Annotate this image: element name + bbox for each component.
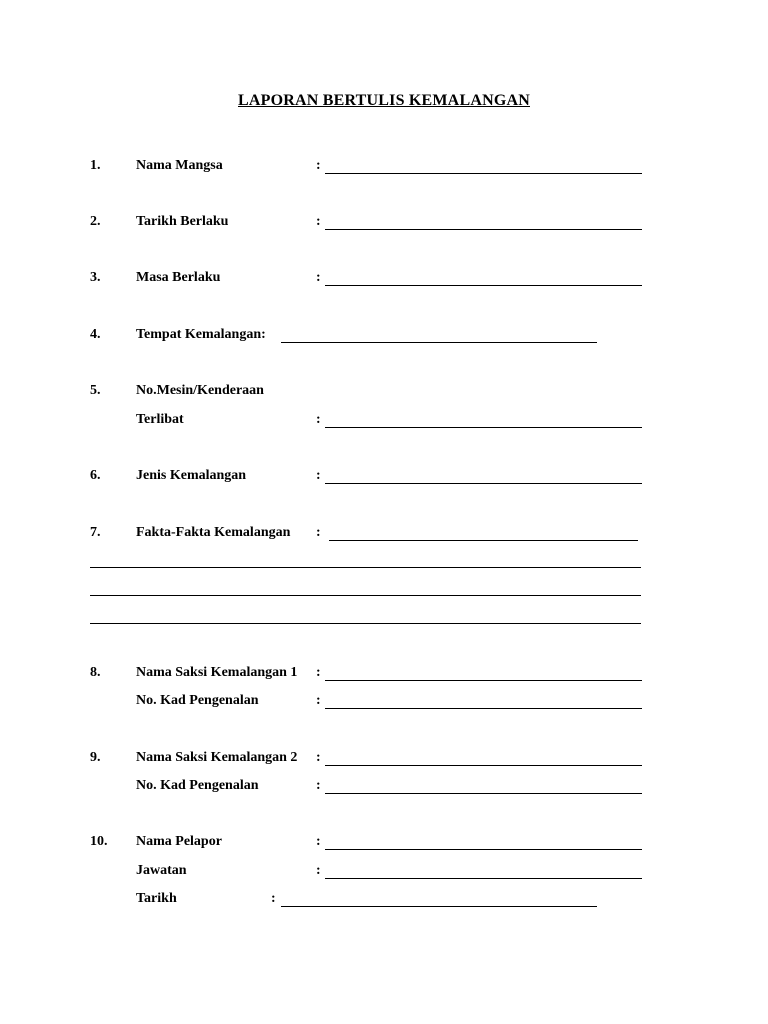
item-1-fill-line[interactable] bbox=[325, 173, 642, 174]
item-8-label: Nama Saksi Kemalangan 1 bbox=[136, 665, 298, 680]
item-10-date-label: Tarikh bbox=[136, 891, 177, 906]
item-6-label: Jenis Kemalangan bbox=[136, 468, 247, 483]
item-5-colon: : bbox=[316, 412, 321, 427]
item-5-number: 5. bbox=[90, 383, 101, 398]
item-8-id-colon: : bbox=[316, 693, 321, 708]
item-5-fill-line[interactable] bbox=[325, 427, 642, 428]
item-1-label: Nama Mangsa bbox=[136, 158, 223, 173]
item-4-label: Tempat Kemalangan: bbox=[136, 327, 266, 342]
item-6-fill-line[interactable] bbox=[325, 483, 642, 484]
item-5-label: No.Mesin/Kenderaan bbox=[136, 383, 264, 398]
item-7-extra-line-1[interactable] bbox=[90, 567, 641, 568]
item-7-label: Fakta-Fakta Kemalangan bbox=[136, 525, 291, 540]
item-1-colon: : bbox=[316, 158, 321, 173]
item-9-id-label: No. Kad Pengenalan bbox=[136, 778, 259, 793]
item-3-colon: : bbox=[316, 270, 321, 285]
item-2-number: 2. bbox=[90, 214, 101, 229]
item-9-number: 9. bbox=[90, 750, 101, 765]
item-10-number: 10. bbox=[90, 834, 108, 849]
item-7-extra-line-2[interactable] bbox=[90, 595, 641, 596]
item-4-fill-line[interactable] bbox=[281, 342, 597, 343]
item-10-date-fill-line[interactable] bbox=[281, 906, 597, 907]
item-3-fill-line[interactable] bbox=[325, 285, 642, 286]
item-10-position-colon: : bbox=[316, 863, 321, 878]
item-7-extra-line-3[interactable] bbox=[90, 623, 641, 624]
item-9-id-fill-line[interactable] bbox=[325, 793, 642, 794]
item-1-number: 1. bbox=[90, 158, 101, 173]
item-2-label: Tarikh Berlaku bbox=[136, 214, 229, 229]
item-7-fill-line[interactable] bbox=[329, 540, 638, 541]
item-10-date-colon: : bbox=[271, 891, 276, 906]
item-6-number: 6. bbox=[90, 468, 101, 483]
item-2-colon: : bbox=[316, 214, 321, 229]
item-10-position-label: Jawatan bbox=[136, 863, 187, 878]
item-8-id-fill-line[interactable] bbox=[325, 708, 642, 709]
item-8-fill-line[interactable] bbox=[325, 680, 642, 681]
item-3-label: Masa Berlaku bbox=[136, 270, 221, 285]
item-5-label-cont: Terlibat bbox=[136, 412, 184, 427]
item-3-number: 3. bbox=[90, 270, 101, 285]
item-10-position-fill-line[interactable] bbox=[325, 878, 642, 879]
item-7-colon: : bbox=[316, 525, 321, 540]
item-10-label: Nama Pelapor bbox=[136, 834, 222, 849]
item-8-id-label: No. Kad Pengenalan bbox=[136, 693, 259, 708]
item-8-number: 8. bbox=[90, 665, 101, 680]
item-2-fill-line[interactable] bbox=[325, 229, 642, 230]
item-9-fill-line[interactable] bbox=[325, 765, 642, 766]
item-10-fill-line[interactable] bbox=[325, 849, 642, 850]
item-9-colon: : bbox=[316, 750, 321, 765]
item-9-label: Nama Saksi Kemalangan 2 bbox=[136, 750, 298, 765]
item-6-colon: : bbox=[316, 468, 321, 483]
item-4-number: 4. bbox=[90, 327, 101, 342]
item-9-id-colon: : bbox=[316, 778, 321, 793]
item-8-colon: : bbox=[316, 665, 321, 680]
form-title: LAPORAN BERTULIS KEMALANGAN bbox=[238, 92, 530, 109]
item-10-colon: : bbox=[316, 834, 321, 849]
item-7-number: 7. bbox=[90, 525, 101, 540]
